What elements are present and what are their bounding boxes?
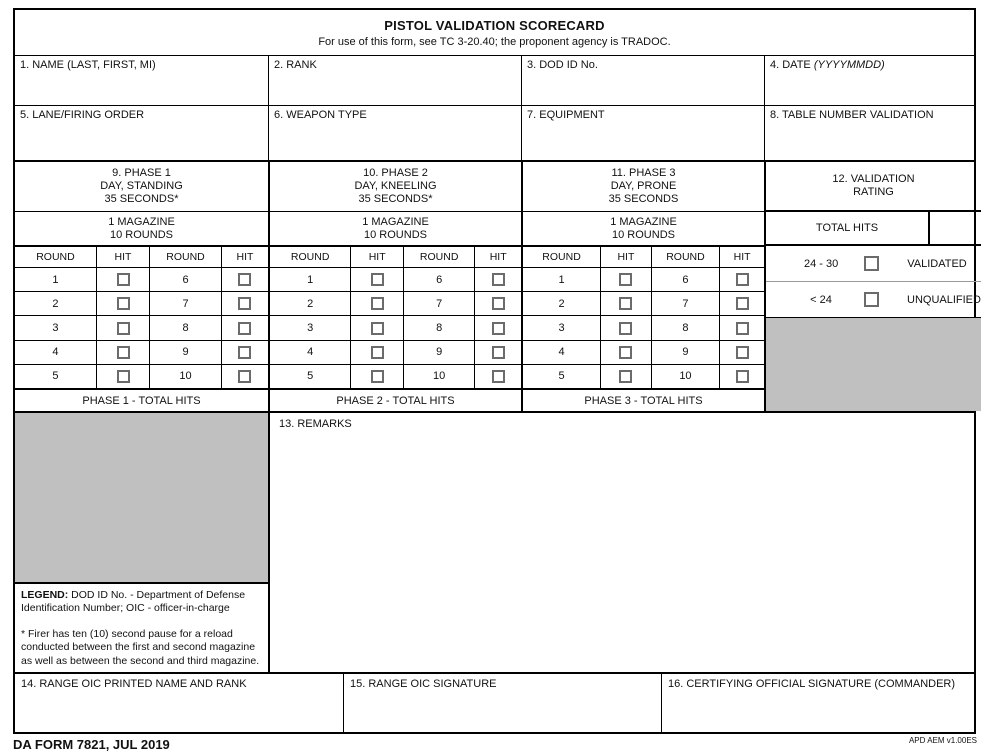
equipment-field[interactable] [521, 106, 764, 160]
weapon-type-field[interactable] [268, 106, 521, 160]
dod-id-field[interactable] [521, 56, 764, 105]
remarks-field[interactable] [268, 413, 974, 672]
range-oic-signature-field[interactable] [343, 674, 661, 732]
hit-column-header: HIT [600, 247, 651, 267]
lane-firing-order-label: 5. LANE/FIRING ORDER [20, 109, 145, 121]
phase-3-round-7-hit-checkbox[interactable] [736, 297, 749, 310]
certifying-official-label: 16. CERTIFYING OFFICIAL SIGNATURE (COMMANDER) [668, 678, 956, 690]
round-number: 6 [149, 268, 221, 291]
round-column-header: ROUND [149, 247, 221, 267]
round-number: 6 [403, 268, 474, 291]
lane-firing-order-field[interactable] [15, 106, 268, 160]
phase-3-score-row [523, 268, 764, 291]
reload-note: * Firer has ten (10) second pause for a reload conducted between the first and second magazine as well as between the second and third magazine. [21, 627, 260, 667]
round-number: 5 [558, 370, 565, 383]
round-number: 1 [558, 273, 565, 286]
legend-box [15, 584, 268, 673]
validated-score-range: 24 - 30 [804, 257, 839, 270]
unqualified-score-range: < 24 [810, 293, 832, 306]
round-number: 10 [149, 365, 221, 388]
phase-2-round-5-hit-checkbox[interactable] [371, 370, 384, 383]
form-subtitle: For use of this form, see TC 3-20.40; the proponent agency is TRADOC. [318, 35, 671, 48]
table-number-validation-field[interactable] [764, 106, 974, 160]
phase-1-round-5-hit-checkbox[interactable] [117, 370, 130, 383]
validation-rating-section [764, 162, 981, 411]
round-number: 3 [558, 322, 565, 334]
phase-1-round-8-hit-checkbox[interactable] [238, 322, 251, 335]
scorecard-form [13, 8, 981, 734]
phase-2-round-6-hit-checkbox[interactable] [492, 273, 505, 286]
field-row-1 [15, 55, 974, 105]
phase-1-round-7-hit-checkbox[interactable] [238, 297, 251, 310]
phase-3-round-4-hit-checkbox[interactable] [619, 346, 632, 359]
phase-3-magazine-info: 1 MAGAZINE 10 ROUNDS [523, 212, 764, 247]
phase-3-score-row [523, 291, 764, 315]
phase-2-round-9-hit-checkbox[interactable] [492, 346, 505, 359]
round-number: 10 [651, 365, 719, 388]
shaded-area [15, 413, 268, 584]
phase-2-round-2-hit-checkbox[interactable] [371, 297, 384, 310]
unqualified-row [766, 282, 981, 318]
date-field-label: 4. DATE [770, 59, 811, 71]
phase-3-header [523, 162, 764, 212]
round-number: 7 [651, 292, 719, 315]
rank-field[interactable] [268, 56, 521, 105]
phase-1-score-row [15, 291, 268, 315]
name-field-label: 1. NAME (LAST, FIRST, MI) [20, 59, 156, 71]
phase-3-total-hits-cell[interactable] [523, 388, 764, 411]
phase-2-section [268, 162, 521, 411]
round-number: 4 [307, 346, 314, 359]
phase-2-title: 10. PHASE 2 [363, 167, 428, 179]
certifying-official-signature-field[interactable] [661, 674, 974, 732]
round-number: 2 [307, 297, 314, 310]
phase-2-round-4-hit-checkbox[interactable] [371, 346, 384, 359]
round-number: 4 [558, 346, 565, 359]
phase-3-round-5-hit-checkbox[interactable] [619, 370, 632, 383]
phase-1-score-row [15, 340, 268, 364]
legend-column [15, 413, 268, 672]
weapon-type-label: 6. WEAPON TYPE [274, 109, 367, 121]
hit-column-header: HIT [221, 247, 268, 267]
phase-1-column-headers [15, 247, 268, 268]
phase-1-position: DAY, STANDING [100, 180, 183, 192]
phase-3-round-10-hit-checkbox[interactable] [736, 370, 749, 383]
form-title: PISTOL VALIDATION SCORECARD [384, 17, 605, 33]
shaded-area [766, 318, 981, 411]
round-number: 4 [52, 346, 59, 359]
phase-1-round-3-hit-checkbox[interactable] [117, 322, 130, 335]
phase-1-title: 9. PHASE 1 [112, 167, 171, 179]
rank-field-label: 2. RANK [274, 59, 317, 71]
phase-1-total-hits-cell[interactable] [15, 388, 268, 411]
form-version: APD AEM v1.00ES [908, 736, 977, 745]
phase-3-score-row [523, 315, 764, 339]
phase-2-score-row [270, 268, 521, 291]
round-number: 5 [52, 370, 59, 383]
unqualified-checkbox[interactable] [864, 292, 879, 307]
field-row-2 [15, 105, 974, 160]
phase-2-score-row [270, 315, 521, 339]
round-number: 5 [307, 370, 314, 383]
form-footer [13, 735, 977, 752]
phase-1-score-row [15, 315, 268, 339]
phase-2-score-row [270, 364, 521, 388]
phase-3-total-hits-label: PHASE 3 - TOTAL HITS [584, 394, 703, 407]
round-number: 9 [651, 341, 719, 364]
scoring-section [15, 160, 981, 411]
total-hits-row [766, 212, 981, 246]
equipment-label: 7. EQUIPMENT [527, 109, 605, 121]
round-number: 1 [52, 273, 59, 286]
phase-2-time: 35 SECONDS* [358, 193, 433, 205]
round-number: 7 [403, 292, 474, 315]
range-oic-name-label: 14. RANGE OIC PRINTED NAME AND RANK [21, 678, 247, 690]
remarks-label: 13. REMARKS [279, 418, 352, 430]
validated-row [766, 246, 981, 282]
phase-3-title: 11. PHASE 3 [611, 167, 676, 179]
signature-row [15, 672, 974, 732]
hit-column-header: HIT [719, 247, 764, 267]
phase-1-round-10-hit-checkbox[interactable] [238, 370, 251, 383]
round-number: 6 [651, 268, 719, 291]
phase-2-score-row [270, 291, 521, 315]
total-hits-label: TOTAL HITS [766, 212, 930, 244]
table-number-validation-label: 8. TABLE NUMBER VALIDATION [770, 109, 934, 121]
range-oic-signature-label: 15. RANGE OIC SIGNATURE [350, 678, 497, 690]
round-column-header: ROUND [542, 251, 581, 263]
round-number: 10 [403, 365, 474, 388]
phase-3-column-headers [523, 247, 764, 268]
phase-1-score-row [15, 364, 268, 388]
phase-3-round-9-hit-checkbox[interactable] [736, 346, 749, 359]
round-number: 9 [149, 341, 221, 364]
phase-1-total-hits-label: PHASE 1 - TOTAL HITS [82, 394, 201, 407]
phase-2-round-10-hit-checkbox[interactable] [492, 370, 505, 383]
phase-3-score-row [523, 364, 764, 388]
phase-2-round-3-hit-checkbox[interactable] [371, 322, 384, 335]
phase-1-round-1-hit-checkbox[interactable] [117, 273, 130, 286]
round-number: 2 [558, 297, 565, 310]
hit-column-header: HIT [350, 247, 403, 267]
name-field[interactable] [15, 56, 268, 105]
phase-1-round-4-hit-checkbox[interactable] [117, 346, 130, 359]
phase-3-round-3-hit-checkbox[interactable] [619, 322, 632, 335]
round-column-header: ROUND [403, 247, 474, 267]
phase-1-magazine-info: 1 MAGAZINE 10 ROUNDS [15, 212, 268, 247]
phase-3-round-8-hit-checkbox[interactable] [736, 322, 749, 335]
phase-2-magazine-info: 1 MAGAZINE 10 ROUNDS [270, 212, 521, 247]
phase-2-round-8-hit-checkbox[interactable] [492, 322, 505, 335]
phase-3-section [521, 162, 764, 411]
form-header [15, 10, 974, 55]
phase-2-round-1-hit-checkbox[interactable] [371, 273, 384, 286]
round-number: 1 [307, 273, 314, 286]
round-column-header: ROUND [290, 251, 330, 263]
phase-1-header [15, 162, 268, 212]
phase-2-round-7-hit-checkbox[interactable] [492, 297, 505, 310]
phase-2-total-hits-cell[interactable] [270, 388, 521, 411]
phase-1-score-row [15, 268, 268, 291]
phase-3-round-1-hit-checkbox[interactable] [619, 273, 632, 286]
middle-section [15, 411, 974, 672]
phase-3-round-6-hit-checkbox[interactable] [736, 273, 749, 286]
phase-2-position: DAY, KNEELING [354, 180, 437, 192]
phase-3-score-row [523, 340, 764, 364]
unqualified-label: UNQUALIFIED [907, 293, 981, 306]
date-field[interactable] [764, 56, 974, 105]
phase-1-round-9-hit-checkbox[interactable] [238, 346, 251, 359]
phase-3-position: DAY, PRONE [610, 180, 677, 192]
form-number: DA FORM 7821, JUL 2019 [13, 737, 170, 752]
phase-2-score-row [270, 340, 521, 364]
phase-2-header [270, 162, 521, 212]
round-number: 9 [403, 341, 474, 364]
round-number: 3 [52, 322, 59, 334]
round-column-header: ROUND [651, 247, 719, 267]
total-hits-value-cell[interactable] [930, 212, 981, 244]
phase-1-round-2-hit-checkbox[interactable] [117, 297, 130, 310]
hit-column-header: HIT [474, 247, 521, 267]
round-number: 8 [403, 316, 474, 339]
round-number: 3 [307, 322, 314, 334]
round-number: 2 [52, 297, 59, 310]
phase-1-round-6-hit-checkbox[interactable] [238, 273, 251, 286]
phase-3-round-2-hit-checkbox[interactable] [619, 297, 632, 310]
round-number: 7 [149, 292, 221, 315]
phase-1-section [15, 162, 268, 411]
validated-label: VALIDATED [907, 257, 967, 270]
phase-2-total-hits-label: PHASE 2 - TOTAL HITS [336, 394, 455, 407]
round-number: 8 [149, 316, 221, 339]
phase-1-time: 35 SECONDS* [104, 193, 179, 205]
validated-checkbox[interactable] [864, 256, 879, 271]
date-format-hint: (YYYYMMDD) [813, 59, 885, 71]
hit-column-header: HIT [96, 247, 149, 267]
round-number: 8 [651, 316, 719, 339]
phase-2-column-headers [270, 247, 521, 268]
phase-3-time: 35 SECONDS [608, 193, 679, 205]
round-column-header: ROUND [36, 251, 75, 263]
validation-rating-header: 12. VALIDATION RATING [766, 162, 981, 212]
dod-id-field-label: 3. DOD ID No. [527, 59, 598, 71]
legend-text: LEGEND: DOD ID No. - Department of Defense Identification Number; OIC - officer-in-charge [21, 588, 246, 614]
range-oic-name-field[interactable] [15, 674, 343, 732]
